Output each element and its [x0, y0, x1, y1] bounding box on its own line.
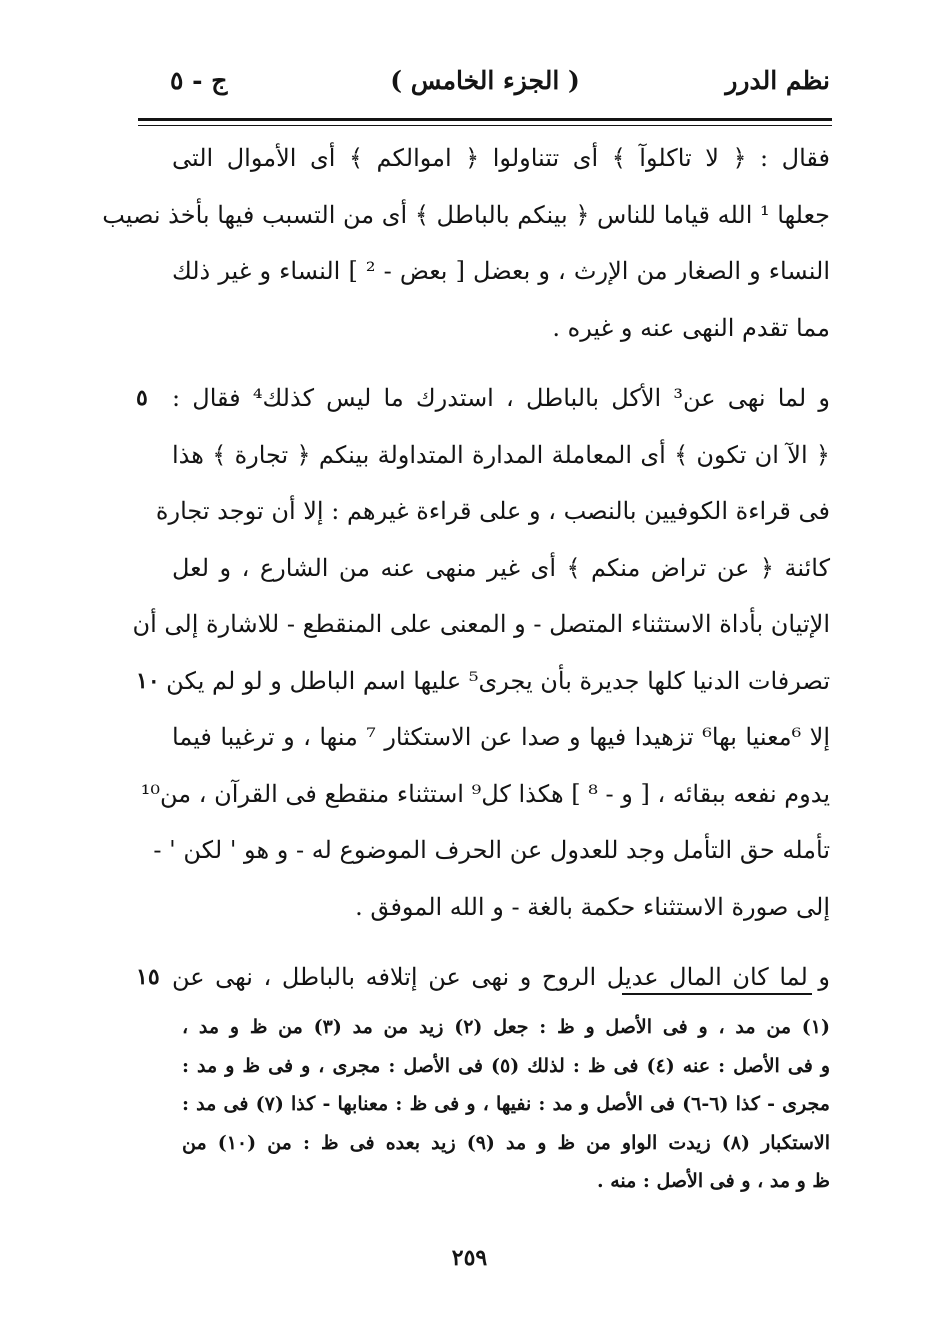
- part-label: ( الجزء الخامس ): [390, 66, 580, 95]
- footnote-line: الاستكبار (٨) زيدت الواو من ظ و مد (٩) زيد بعده فى ظ : من (١٠) من: [182, 1131, 830, 1154]
- footnote-separator: [622, 993, 812, 995]
- text-line: مما تقدم النهى عنه و غيره .: [552, 313, 830, 342]
- text-line-content: تصرفات الدنيا كلها جديرة بأن يجرى⁵ عليها اسم الباطل و لو لم يكن: [166, 666, 830, 695]
- footnote-line: (١) من مد ، و فى الأصل و ظ : جعل (٢) زيد من مد (٣) من ظ و مد ،: [182, 1016, 831, 1038]
- text-line: إلى صورة الاستثناء حكمة بالغة - و الله الموفق .: [355, 892, 830, 921]
- text-line: تأمله حق التأمل وجد للعدول عن الحرف الموضوع له - و هو ' لكن ' -: [153, 836, 830, 864]
- text-line: ﴿ الآ ان تكون ﴾ أى المعاملة المدارة المتداولة بينكم ﴿ تجارة ﴾ هذا: [172, 440, 830, 469]
- footnotes: [182, 1008, 830, 1201]
- volume-label: ج - ٥: [170, 66, 228, 95]
- page-number: ٢٥٩: [451, 1245, 488, 1271]
- text-line: كائنة ﴿ عن تراض منكم ﴾ أى غير منهى عنه من الشارع ، و لعل: [172, 553, 830, 582]
- text-line: [136, 949, 830, 1006]
- text-line: جعلها ¹ الله قياما للناس ﴿ بينكم بالباطل ﴾ أى من التسبب فيها بأخذ نصيب: [102, 200, 830, 229]
- book-title: نظم الدرر: [725, 66, 830, 95]
- footnote-line: مجرى - كذا (٦-٦) فى الأصل و مد : نفيها ، و فى ظ : معنابها - كذا (٧) فى مد :: [182, 1093, 830, 1115]
- main-text: [102, 130, 831, 1006]
- footnote-line: و فى الأصل : عنه (٤) فى ظ : لذلك (٥) فى الأصل : مجرى ، و فى ظ و مد :: [182, 1054, 830, 1077]
- footnote-line: ظ و مد ، و فى الأصل : منه .: [596, 1170, 830, 1192]
- running-header: [140, 62, 830, 112]
- text-line: [136, 370, 830, 427]
- header-rule-thick: [138, 118, 832, 121]
- header-rule-thin: [138, 125, 832, 126]
- text-line: يدوم نفعه ببقائه ، [ و - ⁸ ] هكذا كل⁹ استثناء منقطع فى القرآن ، من¹⁰: [140, 779, 830, 808]
- text-line: إلا ⁶معنيا بها⁶ تزهيدا فيها و صدا عن الاستكثار ⁷ منها ، و ترغيبا فيما: [172, 723, 830, 751]
- line-number-10: ١٠: [136, 667, 160, 694]
- text-line: فى قراءة الكوفيين بالنصب ، و على قراءة غيرهم : إلا أن توجد تجارة: [155, 497, 830, 525]
- text-line: النساء و الصغار من الإرث ، و بعضل [ بعض - ² ] النساء و غير ذلك: [172, 257, 831, 285]
- text-line-content: و لما كان المال عديل الروح و نهى عن إتلافه بالباطل ، نهى عن: [172, 963, 830, 991]
- text-line: [136, 653, 830, 710]
- text-line-content: و لما نهى عن³ الأكل بالباطل ، استدرك ما ليس كذلك⁴ فقال :: [172, 384, 830, 412]
- line-number-15: ١٥: [136, 964, 160, 990]
- text-line: الإتيان بأداة الاستثناء المتصل - و المعنى على المنقطع - للاشارة إلى أن: [132, 610, 830, 638]
- line-number-5: ٥: [136, 385, 148, 411]
- text-line: فقال : ﴿ لا تاكلوآ ﴾ أى تتناولوا ﴿ اموالكم ﴾ أى الأموال التى: [172, 144, 830, 172]
